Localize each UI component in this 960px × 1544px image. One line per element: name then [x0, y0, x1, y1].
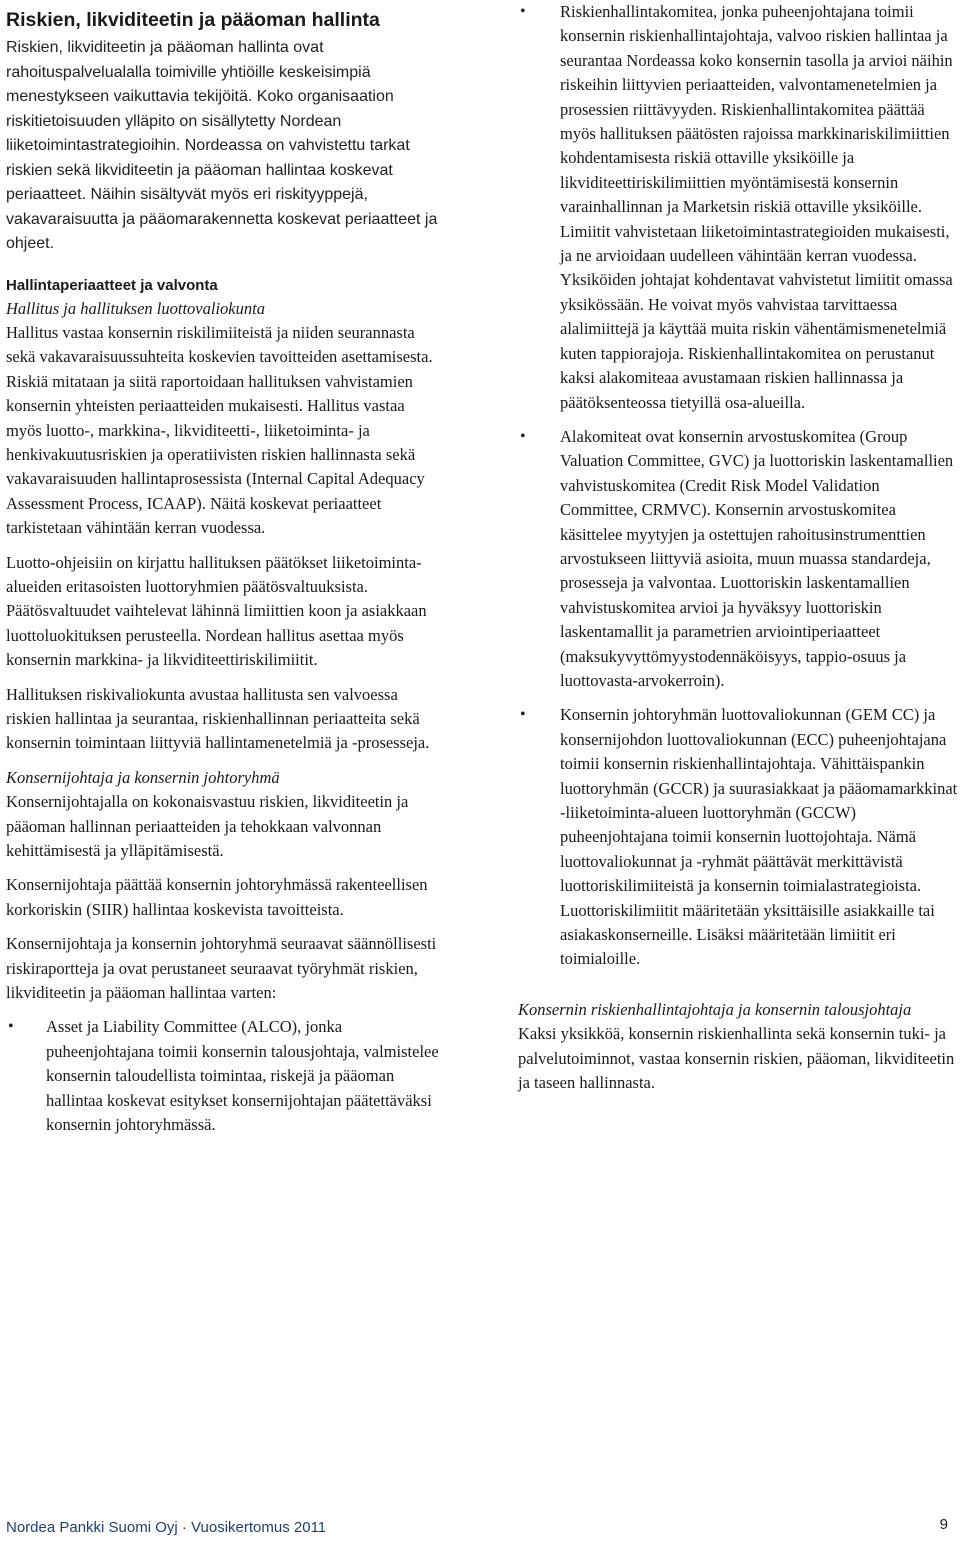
- list-item-text: Alakomiteat ovat konsernin arvostuskomitea (Group Valuation Committee, GVC) ja luottoriskin laskentamallien vahvistuskomitea (Credit Risk Model Validation Committee, CRMVC). Konsernin arvostuskomitea käsittelee myytyjen ja ostettujen rahoitusinstrumenttien arvostukseen liittyviä asioita, muun muassa standardeja, prosesseja ja valvontaa. Luottoriskin laskentamallien vahvistuskomitea arvioi ja hyväksyy luottoriskin laskentamallit ja parametrien arviointiperiaatteet (maksukyvyttömyystodennäköisyys, tappio-osuus ja luottovasta-arvokerroin).: [560, 426, 954, 690]
- bullet-icon: •: [520, 706, 526, 724]
- footer-publication: Nordea Pankki Suomi Oyj · Vuosikertomus 2011: [6, 1519, 327, 1536]
- paragraph-risk-committee: Hallituksen riskivaliokunta avustaa hallitusta sen valvoessa riskien hallintaa ja seurantaa, riskienhallinnan periaatteita sekä konsernin toimintaan liittyviä hallintamenetelmiä ja -prosesseja.: [6, 684, 430, 753]
- list-item: [518, 0, 958, 415]
- left-column: [6, 0, 442, 1148]
- right-bullet-list: [518, 0, 958, 972]
- subheading-cro: Konsernin riskienhallintajohtaja ja konsernin talousjohtaja: [518, 999, 912, 1019]
- list-item-text: Riskienhallintakomitea, jonka puheenjohtajana toimii konsernin riskienhallintajohtaja, valvoo riskien hallintaa ja seurantaa Nordeassa koko konsernin tasolla ja arvioi näihin riskeihin liittyvien periaatteiden, valvontamenetelmien ja prosessien riittävyyden. Riskienhallintakomitea päättää myös hallituksen päätösten rajoissa markkinariskilimiittien kohdentamisesta riskiä ottaville yksiköille ja likviditeettiriskilimiittien myöntämisestä konsernin varainhallinnan ja Marketsin riskiä ottaville yksiköille. Limiitit vahvistetaan liiketoimintastrategioiden mukaisesti, ja ne arvioidaan uudelleen vähintään kerran vuodessa. Yksiköiden johtajat kohdentavat vahvistetut limiitit omassa yksikössään. He voivat myös vahvistaa tarvittaessa alalimiittejä ja käyttää muita riskin vähentämismenetelmiä kuten tappiorajoja. Riskienhallintakomitea on perustanut kaksi alakomiteaa avustamaan riskien hallinnassa ja päätöksenteossa tietyillä osa-alueilla.: [560, 2, 953, 412]
- paragraph-ceo: Konsernijohtajalla on kokonaisvastuu riskien, likviditeetin ja pääoman hallinnan periaatteiden ja tehokkaan valvonnan kehittämisestä ja ylläpitämisestä.: [6, 792, 409, 861]
- page-title: Riskien, likviditeetin ja pääoman hallinta: [6, 9, 380, 31]
- right-column: [518, 0, 958, 1095]
- list-item: [518, 425, 958, 693]
- spacer: [518, 982, 958, 998]
- page-number: 9: [939, 1516, 948, 1533]
- bullet-icon: •: [520, 427, 526, 445]
- list-item-text: Konsernin johtoryhmän luottovaliokunnan (GEM CC) ja konsernijohdon luottovaliokunnan (ECC) puheenjohtajana toimii konsernin riskienhallintajohtaja. Vähittäispankin luottoryhmän (GCCR) ja suurasiakkaat ja pääomamarkkinat -liiketoiminta-alueen luottoryhmän (GCCW) puheenjohtajana toimii konsernin luottojohtaja. Nämä luottovaliokunnat ja -ryhmät päättävät merkittävistä luottoriskilimiiteistä ja konsernin toimialastrategioista. Luottoriskilimiitit määritetään yksittäisille asiakkaille tai asiakaskonserneille. Lisäksi määritetään limiitit eri toimialoille.: [560, 705, 958, 969]
- section-heading: Hallintaperiaatteet ja valvonta: [6, 276, 218, 294]
- subheading-board: Hallitus ja hallituksen luottovaliokunta: [6, 298, 265, 318]
- left-bullet-list: [6, 1015, 442, 1137]
- list-item-text: Asset ja Liability Committee (ALCO), jonka puheenjohtajana toimii konsernin talousjohtaja, valmistelee konsernin taloudellista toimintaa, riskejä ja pääoman hallintaa koskevat esitykset konsernijohtajan päätettäväksi konsernin johtoryhmässä.: [46, 1017, 439, 1135]
- intro-paragraph: Riskien, likviditeetin ja pääoman hallinta ovat rahoituspalvelualalla toimiville yhtiöille keskeisimpiä menestykseen vaikuttavia tekijöitä. Koko organisaation riskitietoisuuden ylläpito on sisällytetty Nordean liiketoimintastrategioihin. Nordeassa on vahvistettu tarkat riskien sekä likviditeetin ja pääoman hallintaa koskevat periaatteet. Näihin sisältyvät myös eri riskityyppejä, vakavaraisuutta ja pääomarakennetta koskevat periaatteet ja ohjeet.: [6, 39, 438, 252]
- paragraph-siir: Konsernijohtaja päättää konsernin johtoryhmässä rakenteellisen korkoriskin (SIIR) hallintaa koskevista tavoitteista.: [6, 875, 428, 919]
- list-item: [6, 1015, 442, 1137]
- list-item: [518, 703, 958, 971]
- paragraph-cro: Kaksi yksikköä, konsernin riskienhallinta sekä konsernin tuki- ja palvelutoiminnot, vastaa konsernin riskien, pääoman, likviditeetin ja taseen hallinnasta.: [518, 1024, 955, 1093]
- bullet-icon: •: [8, 1018, 14, 1036]
- paragraph-credit: Luotto-ohjeisiin on kirjattu hallituksen päätökset liiketoiminta-alueiden eritasoisten luottoryhmien päätösvaltuuksista. Päätösvaltuudet vaihtelevat lähinnä limiittien koon ja asiakkaan luottoluokituksen perusteella. Nordean hallitus asettaa myös konsernin markkina- ja likviditeettiriskilimiitit.: [6, 552, 427, 670]
- paragraph-follow-up: Konsernijohtaja ja konsernin johtoryhmä seuraavat säännöllisesti riskiraportteja ja ovat perustaneet seuraavat työryhmät riskien, likviditeetin ja pääoman hallintaa varten:: [6, 934, 437, 1003]
- bullet-icon: •: [520, 3, 526, 20]
- paragraph-board: Hallitus vastaa konsernin riskilimiiteistä ja niiden seurannasta sekä vakavaraisuussuhteita koskevien tavoitteiden asettamisesta. Riskiä mitataan ja siitä raportoidaan hallituksen vahvistamien konsernin yhteisten periaatteiden mukaisesti. Hallitus vastaa myös luotto-, markkina-, likviditeetti-, liiketoiminta- ja henkivakuutusriskien ja operatiivisten riskien hallinnasta sekä vakavaraisuuden hallintaprosessista (Internal Capital Adequacy Assessment Process, ICAAP). Näitä koskevat periaatteet tarkistetaan vähintään kerran vuodessa.: [6, 322, 433, 538]
- subheading-ceo: Konsernijohtaja ja konsernin johtoryhmä: [6, 767, 280, 787]
